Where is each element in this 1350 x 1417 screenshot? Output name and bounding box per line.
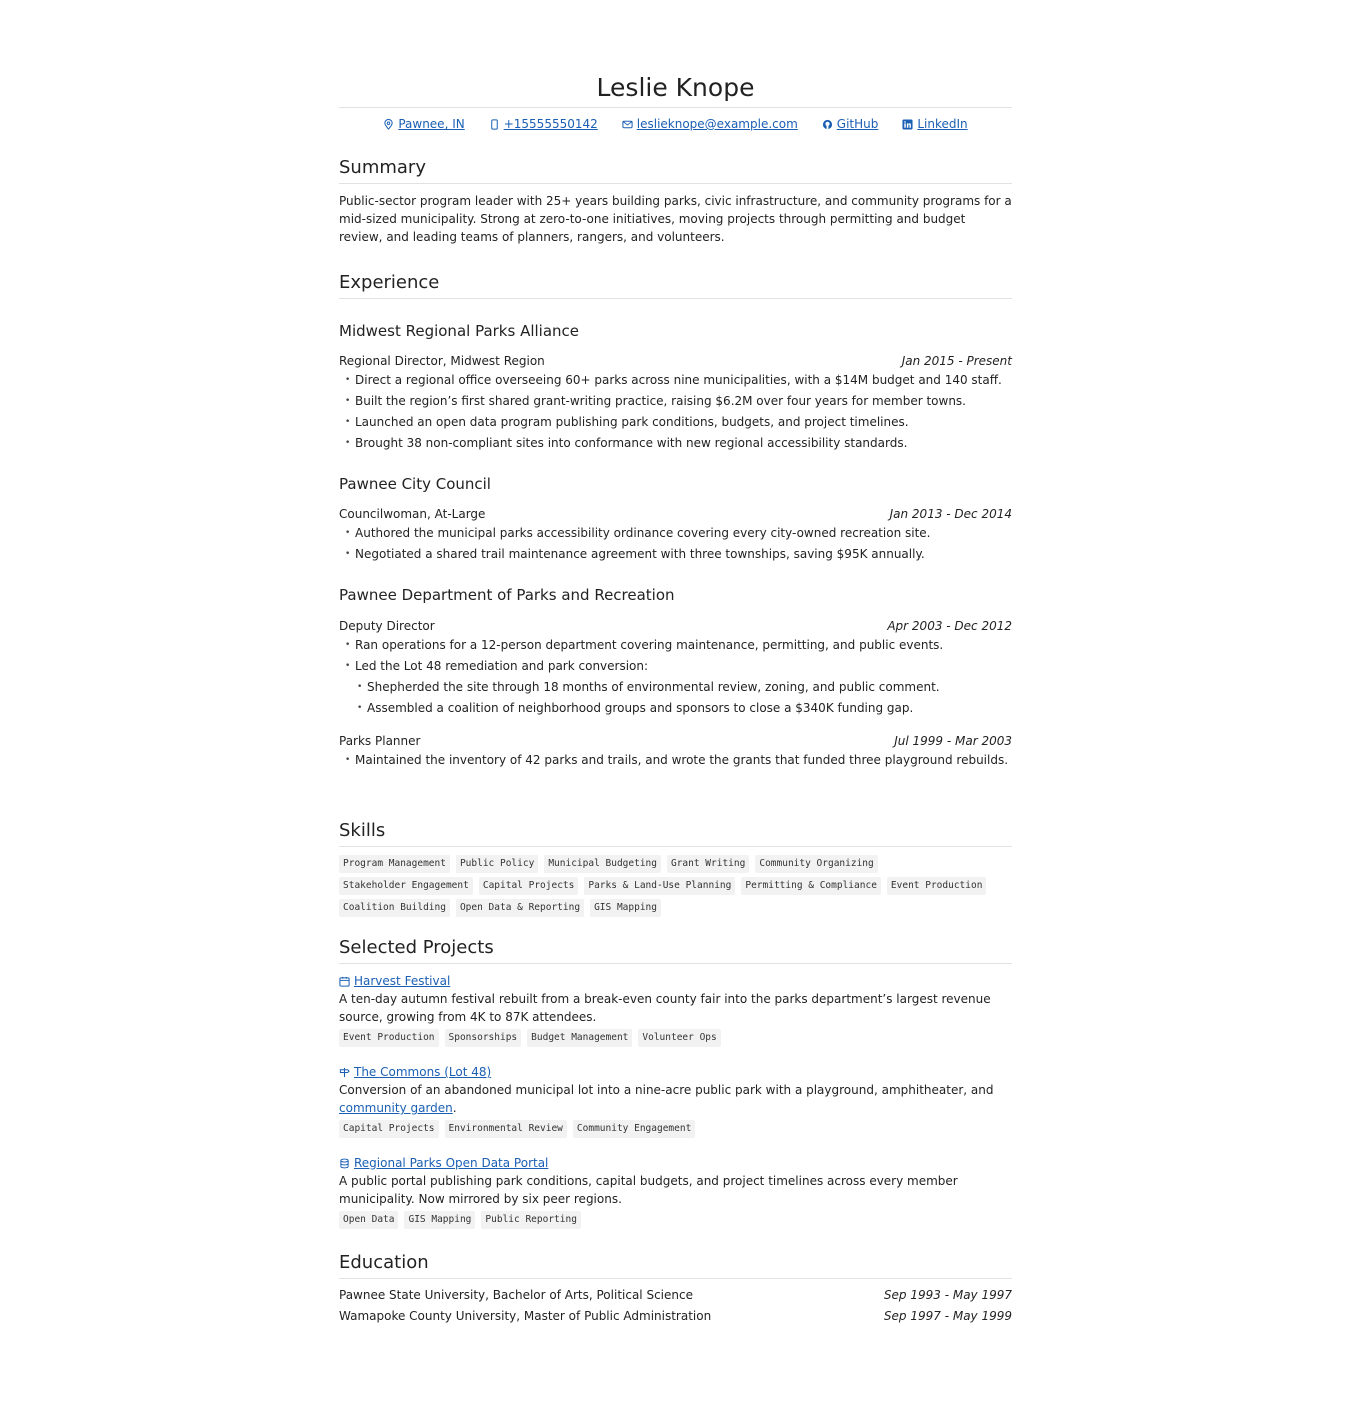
project-description <box>339 1081 1012 1117</box>
contact-email[interactable] <box>622 117 798 131</box>
project-link[interactable]: Harvest Festival <box>354 974 451 988</box>
project-title[interactable] <box>339 972 1012 990</box>
skill-tag: Capital Projects <box>479 877 579 895</box>
projects-heading: Selected Projects <box>339 937 1012 964</box>
org-name: Midwest Regional Parks Alliance <box>339 322 580 340</box>
skill-tag: Public Policy <box>456 855 538 873</box>
project-link[interactable]: Regional Parks Open Data Portal <box>354 1156 549 1170</box>
signpost-icon <box>339 1067 350 1078</box>
role-header <box>339 617 1012 635</box>
role-bullets <box>339 635 1012 719</box>
projects-section <box>339 937 1012 1229</box>
phone-icon <box>489 119 500 130</box>
description-text: . <box>452 1101 457 1115</box>
skill-tag: Municipal Budgeting <box>544 855 661 873</box>
project-description: A ten-day autumn festival rebuilt from a break-even county fair into the parks department’s largest revenue source, growing from 4K to 87K attendees. <box>339 992 991 1024</box>
list-item: • Maintained the inventory of 42 parks and trails, and wrote the grants that funded three playground rebuilds. <box>339 750 1012 771</box>
list-item: • Direct a regional office overseeing 60+ parks across nine municipalities, with a $14M budget and 140 staff. <box>339 370 1012 391</box>
mail-icon <box>622 119 633 130</box>
description-text: Conversion of an abandoned municipal lot into a nine-acre public park with a playground, amphitheater, and <box>339 1083 994 1097</box>
role-bullets <box>339 750 1012 771</box>
skill-tag: Program Management <box>339 855 450 873</box>
summary-text: Public-sector program leader with 25+ years building parks, civic infrastructure, and community programs for a mid-sized municipality. Strong at zero-to-one initiatives, moving projects through permitting and budget review, and leading teams of planners, rangers, and volunteers. <box>339 194 1012 244</box>
github-link[interactable]: GitHub <box>836 117 879 131</box>
skill-tag: Coalition Building <box>339 899 450 917</box>
list-item: • Authored the municipal parks accessibility ordinance covering every city-owned recreation site. <box>339 523 1012 544</box>
role-bullets <box>339 370 1012 454</box>
org-block <box>339 475 1012 565</box>
project-tag: Public Reporting <box>481 1211 581 1229</box>
education-heading: Education <box>339 1252 1012 1279</box>
org-name: Pawnee City Council <box>339 475 491 493</box>
role-dates: Jan 2015 - Present <box>901 354 1012 368</box>
project-title[interactable] <box>339 1154 1012 1172</box>
skill-tag: Event Production <box>887 877 987 895</box>
role-header <box>339 505 1012 523</box>
skills-heading: Skills <box>339 820 1012 847</box>
project-tags <box>339 1029 1012 1047</box>
project-item <box>339 1154 1012 1229</box>
role-dates: Jul 1999 - Mar 2003 <box>894 734 1012 748</box>
role-header <box>339 732 1012 750</box>
role-title: Regional Director, Midwest Region <box>339 354 545 368</box>
list-item: • Brought 38 non-compliant sites into conformance with new regional accessibility standards. <box>339 433 1012 454</box>
role-dates: Jan 2013 - Dec 2014 <box>889 507 1012 521</box>
list-item: • Launched an open data program publishing park conditions, budgets, and project timelines. <box>339 412 1012 433</box>
role-title: Councilwoman, At-Large <box>339 507 486 521</box>
contact-location[interactable] <box>383 117 464 131</box>
project-link[interactable]: The Commons (Lot 48) <box>354 1065 492 1079</box>
skill-tag: Grant Writing <box>667 855 749 873</box>
list-item: • Led the Lot 48 remediation and park conversion: <box>339 656 1012 677</box>
candidate-name: Leslie Knope <box>339 72 1012 108</box>
role-header <box>339 352 1012 370</box>
project-tag: Sponsorships <box>445 1029 522 1047</box>
education-label: Wamapoke County University, Master of Public Administration <box>339 1309 712 1323</box>
contact-linkedin[interactable] <box>902 117 967 131</box>
list-item: • Built the region’s first shared grant-writing practice, raising $6.2M over four years for member towns. <box>339 391 1012 412</box>
education-dates: Sep 1993 - May 1997 <box>883 1288 1012 1302</box>
project-tags <box>339 1120 1012 1138</box>
summary-heading: Summary <box>339 157 1012 184</box>
project-tags <box>339 1211 1012 1229</box>
skill-tag: Stakeholder Engagement <box>339 877 473 895</box>
summary-section <box>339 157 1012 246</box>
skill-tag: Parks & Land-Use Planning <box>584 877 735 895</box>
education-item <box>339 1285 1012 1306</box>
role-dates: Apr 2003 - Dec 2012 <box>887 619 1012 633</box>
community-garden-link[interactable]: community garden <box>339 1101 453 1115</box>
resume-page <box>339 0 1012 1323</box>
project-description: A public portal publishing park conditions, capital budgets, and project timelines across every member municipality. Now mirrored by six peer regions. <box>339 1174 958 1206</box>
phone-link[interactable]: +15555550142 <box>503 117 598 131</box>
role-title: Parks Planner <box>339 734 421 748</box>
list-item: • Negotiated a shared trail maintenance agreement with three townships, saving $95K annually. <box>339 544 1012 565</box>
skill-tag: Open Data & Reporting <box>456 899 584 917</box>
calendar-icon <box>339 976 350 987</box>
skill-tag: Community Organizing <box>755 855 877 873</box>
project-tag: Volunteer Ops <box>638 1029 720 1047</box>
skills-tags <box>339 855 1012 917</box>
experience-heading: Experience <box>339 272 1012 299</box>
skills-section <box>339 820 1012 917</box>
project-tag: Event Production <box>339 1029 439 1047</box>
database-icon <box>339 1158 350 1169</box>
role-title: Deputy Director <box>339 619 435 633</box>
linkedin-icon <box>902 119 913 130</box>
linkedin-link[interactable]: LinkedIn <box>917 117 968 131</box>
project-tag: Capital Projects <box>339 1120 439 1138</box>
education-section <box>339 1252 1012 1327</box>
education-item <box>339 1306 1012 1327</box>
project-tag: Environmental Review <box>445 1120 567 1138</box>
list-item: • Ran operations for a 12-person department covering maintenance, permitting, and public events. <box>339 635 1012 656</box>
education-list <box>339 1285 1012 1327</box>
contact-bar <box>339 115 1012 133</box>
contact-phone[interactable] <box>489 117 598 131</box>
org-name: Pawnee Department of Parks and Recreation <box>339 586 675 604</box>
email-link[interactable]: leslieknope@example.com <box>636 117 798 131</box>
project-tag: Open Data <box>339 1211 398 1229</box>
project-title[interactable] <box>339 1063 1012 1081</box>
skill-tag: GIS Mapping <box>590 899 661 917</box>
contact-github[interactable] <box>822 117 879 131</box>
education-label: Pawnee State University, Bachelor of Arts, Political Science <box>339 1288 693 1302</box>
sub-list-item: • Assembled a coalition of neighborhood groups and sponsors to close a $340K funding gap. <box>339 698 1012 719</box>
role-bullets <box>339 523 1012 565</box>
project-item <box>339 1063 1012 1138</box>
project-tag: Community Engagement <box>573 1120 695 1138</box>
project-item <box>339 972 1012 1047</box>
experience-section <box>339 272 1012 771</box>
org-block <box>339 586 1012 771</box>
org-block <box>339 322 1012 454</box>
project-tag: Budget Management <box>527 1029 632 1047</box>
sub-list-item: • Shepherded the site through 18 months of environmental review, zoning, and public comment. <box>339 677 1012 698</box>
project-tag: GIS Mapping <box>404 1211 475 1229</box>
location-link[interactable]: Pawnee, IN <box>398 117 465 131</box>
map-pin-icon <box>383 119 394 130</box>
github-icon <box>822 119 833 130</box>
skill-tag: Permitting & Compliance <box>741 877 881 895</box>
education-dates: Sep 1997 - May 1999 <box>883 1309 1012 1323</box>
